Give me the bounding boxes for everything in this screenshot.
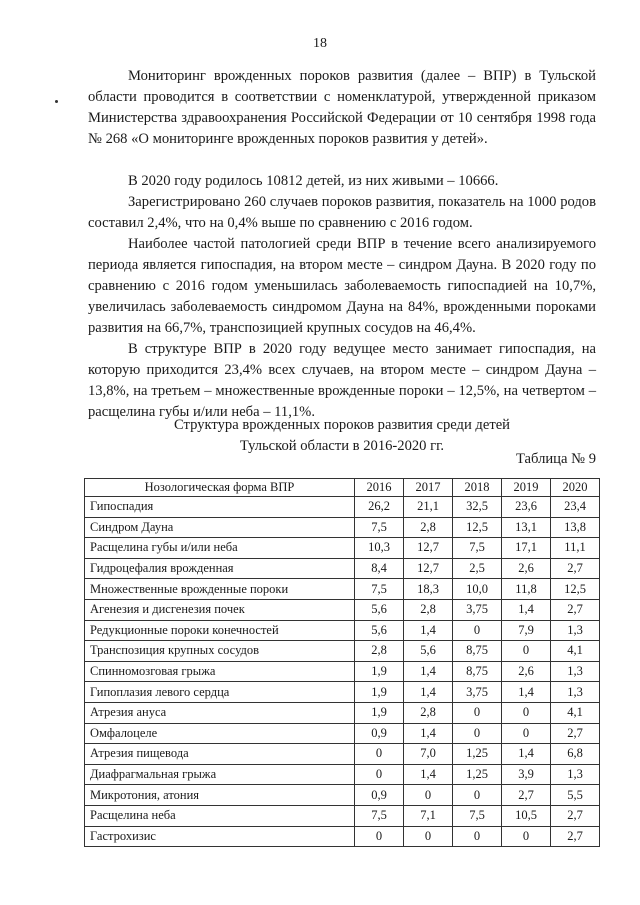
table-cell-nosology: Гипоспадия <box>85 497 355 518</box>
table-cell-value: 10,5 <box>502 805 551 826</box>
table-cell-value: 0 <box>404 785 453 806</box>
table-cell-value: 17,1 <box>502 538 551 559</box>
table-cell-value: 2,8 <box>404 599 453 620</box>
table-cell-value: 2,7 <box>551 558 600 579</box>
table-cell-nosology: Расщелина губы и/или неба <box>85 538 355 559</box>
table-cell-value: 2,6 <box>502 661 551 682</box>
table-cell-value: 7,5 <box>355 579 404 600</box>
table-cell-value: 0 <box>453 723 502 744</box>
table-cell-value: 2,7 <box>551 723 600 744</box>
table-cell-value: 8,75 <box>453 661 502 682</box>
table-row <box>85 579 600 600</box>
table-cell-nosology: Расщелина неба <box>85 805 355 826</box>
table-cell-value: 4,1 <box>551 641 600 662</box>
table-cell-value: 32,5 <box>453 497 502 518</box>
table-row <box>85 517 600 538</box>
paragraph-registered: Зарегистрировано 260 случаев пороков развития, показатель на 1000 родов составил 2,4%, что на 0,4% выше по сравнению с 2016 годом. <box>88 194 596 231</box>
table-cell-value: 7,1 <box>404 805 453 826</box>
table-cell-value: 12,7 <box>404 558 453 579</box>
table-cell-value: 1,9 <box>355 682 404 703</box>
table-cell-value: 1,4 <box>404 682 453 703</box>
table-cell-value: 1,4 <box>502 744 551 765</box>
table-label: Таблица № 9 <box>516 451 596 467</box>
paragraph-births: В 2020 году родилось 10812 детей, из них живыми – 10666. <box>128 173 499 189</box>
header-2019: 2019 <box>502 479 551 497</box>
caption-line-1: Структура врожденных пороков развития среди детей <box>174 417 510 433</box>
table-row <box>85 723 600 744</box>
table-cell-value: 1,3 <box>551 764 600 785</box>
table-cell-value: 3,75 <box>453 682 502 703</box>
table-cell-value: 8,4 <box>355 558 404 579</box>
table-cell-value: 0 <box>502 826 551 847</box>
table-cell-value: 4,1 <box>551 702 600 723</box>
table-row <box>85 682 600 703</box>
table-row <box>85 558 600 579</box>
table-cell-value: 0 <box>355 744 404 765</box>
table-cell-value: 0 <box>453 785 502 806</box>
paragraph-frequent-pathology: Наиболее частой патологией среди ВПР в течение всего анализируемого периода является гипоспадия, на втором месте – синдром Дауна. В 2020 году по сравнению с 2016 годом уменьшилась заболеваемость гипоспадией на 10,7%, увеличилась заболеваемость синдромом Дауна на 84%, врожденными пороками развития на 66,7%, транспозицией крупных сосудов на 46,4%. <box>88 236 596 336</box>
table-cell-value: 1,9 <box>355 661 404 682</box>
table-cell-value: 7,5 <box>355 517 404 538</box>
table-cell-value: 0 <box>502 641 551 662</box>
table-cell-value: 1,25 <box>453 764 502 785</box>
table-row <box>85 620 600 641</box>
table-cell-nosology: Микротония, атония <box>85 785 355 806</box>
table-cell-nosology: Синдром Дауна <box>85 517 355 538</box>
table-cell-value: 1,3 <box>551 682 600 703</box>
table-cell-value: 5,5 <box>551 785 600 806</box>
table-cell-value: 26,2 <box>355 497 404 518</box>
header-2020: 2020 <box>551 479 600 497</box>
table-cell-nosology: Атрезия пищевода <box>85 744 355 765</box>
table-row <box>85 641 600 662</box>
table-cell-value: 1,4 <box>404 661 453 682</box>
table-cell-value: 3,9 <box>502 764 551 785</box>
table-cell-value: 1,4 <box>404 620 453 641</box>
table-cell-nosology: Редукционные пороки конечностей <box>85 620 355 641</box>
table-cell-value: 1,4 <box>404 764 453 785</box>
paragraph-structure: В структуре ВПР в 2020 году ведущее место занимает гипоспадия, на которую приходится 23,4% всех случаев, на втором месте – синдром Дауна – 13,8%, на третьем – множественные врожденные пороки – 12,5%, на четвертом – расщелина губы и/или неба – 11,1%. <box>88 341 596 420</box>
table-cell-value: 6,8 <box>551 744 600 765</box>
table-cell-nosology: Множественные врожденные пороки <box>85 579 355 600</box>
table-cell-value: 0 <box>404 826 453 847</box>
table-cell-value: 1,3 <box>551 620 600 641</box>
table-row <box>85 599 600 620</box>
table-cell-value: 1,25 <box>453 744 502 765</box>
table-cell-value: 2,5 <box>453 558 502 579</box>
table-cell-value: 10,0 <box>453 579 502 600</box>
table-cell-nosology: Гидроцефалия врожденная <box>85 558 355 579</box>
table-cell-value: 0 <box>355 826 404 847</box>
table-cell-value: 1,4 <box>404 723 453 744</box>
table-cell-nosology: Омфалоцеле <box>85 723 355 744</box>
table-cell-nosology: Гастрохизис <box>85 826 355 847</box>
table-cell-value: 2,8 <box>404 517 453 538</box>
table-cell-value: 5,6 <box>355 599 404 620</box>
table-cell-nosology: Диафрагмальная грыжа <box>85 764 355 785</box>
caption-line-2: Тульской области в 2016-2020 гг. <box>239 438 445 454</box>
table-cell-value: 1,9 <box>355 702 404 723</box>
table-body <box>85 497 600 847</box>
table-cell-value: 2,7 <box>551 826 600 847</box>
table-cell-value: 21,1 <box>404 497 453 518</box>
table-cell-value: 11,1 <box>551 538 600 559</box>
table-row <box>85 785 600 806</box>
vpr-structure-table <box>84 478 600 847</box>
table-row <box>85 702 600 723</box>
table-cell-nosology: Транспозиция крупных сосудов <box>85 641 355 662</box>
table-cell-value: 7,0 <box>404 744 453 765</box>
table-row <box>85 661 600 682</box>
table-cell-value: 5,6 <box>404 641 453 662</box>
table-row <box>85 764 600 785</box>
table-cell-nosology: Гипоплазия левого сердца <box>85 682 355 703</box>
table-cell-value: 0,9 <box>355 723 404 744</box>
table-cell-value: 0 <box>453 620 502 641</box>
header-2018: 2018 <box>453 479 502 497</box>
table-cell-value: 5,6 <box>355 620 404 641</box>
table-cell-value: 0 <box>453 702 502 723</box>
table-cell-value: 2,7 <box>551 805 600 826</box>
table-row <box>85 826 600 847</box>
table-cell-value: 1,3 <box>551 661 600 682</box>
table-row <box>85 538 600 559</box>
table-cell-value: 1,4 <box>502 599 551 620</box>
table-cell-value: 18,3 <box>404 579 453 600</box>
table-cell-value: 7,5 <box>453 538 502 559</box>
table-cell-nosology: Агенезия и дисгенезия почек <box>85 599 355 620</box>
table-cell-value: 1,4 <box>502 682 551 703</box>
table-cell-value: 0,9 <box>355 785 404 806</box>
table-cell-nosology: Атрезия ануса <box>85 702 355 723</box>
table-cell-value: 23,4 <box>551 497 600 518</box>
table-cell-value: 3,75 <box>453 599 502 620</box>
table-cell-value: 23,6 <box>502 497 551 518</box>
table-cell-value: 0 <box>502 723 551 744</box>
table-cell-value: 2,8 <box>404 702 453 723</box>
table-cell-value: 2,7 <box>551 599 600 620</box>
table-cell-value: 7,5 <box>355 805 404 826</box>
table-cell-value: 8,75 <box>453 641 502 662</box>
table-cell-value: 7,9 <box>502 620 551 641</box>
table-cell-value: 7,5 <box>453 805 502 826</box>
table-cell-nosology: Спинномозговая грыжа <box>85 661 355 682</box>
header-nosology: Нозологическая форма ВПР <box>85 479 355 497</box>
table-cell-value: 10,3 <box>355 538 404 559</box>
table-cell-value: 2,8 <box>355 641 404 662</box>
table-row <box>85 744 600 765</box>
table-cell-value: 2,6 <box>502 558 551 579</box>
table-cell-value: 13,8 <box>551 517 600 538</box>
table-cell-value: 2,7 <box>502 785 551 806</box>
table-row <box>85 805 600 826</box>
table-cell-value: 12,7 <box>404 538 453 559</box>
table-cell-value: 12,5 <box>551 579 600 600</box>
header-2016: 2016 <box>355 479 404 497</box>
scan-speck <box>55 100 58 103</box>
table-cell-value: 0 <box>355 764 404 785</box>
table-cell-value: 13,1 <box>502 517 551 538</box>
page-number: 18 <box>313 36 327 51</box>
header-2017: 2017 <box>404 479 453 497</box>
table-cell-value: 11,8 <box>502 579 551 600</box>
table-cell-value: 12,5 <box>453 517 502 538</box>
table-header-row <box>85 479 600 497</box>
paragraph-monitoring: Мониторинг врожденных пороков развития (далее – ВПР) в Тульской области проводится в соответствии с номенклатурой, утвержденной приказом Министерства здравоохранения Российской Федерации от 10 сентября 1998 года № 268 «О мониторинге врожденных пороков развития у детей». <box>88 68 596 147</box>
table-cell-value: 0 <box>453 826 502 847</box>
table-row <box>85 497 600 518</box>
table-cell-value: 0 <box>502 702 551 723</box>
